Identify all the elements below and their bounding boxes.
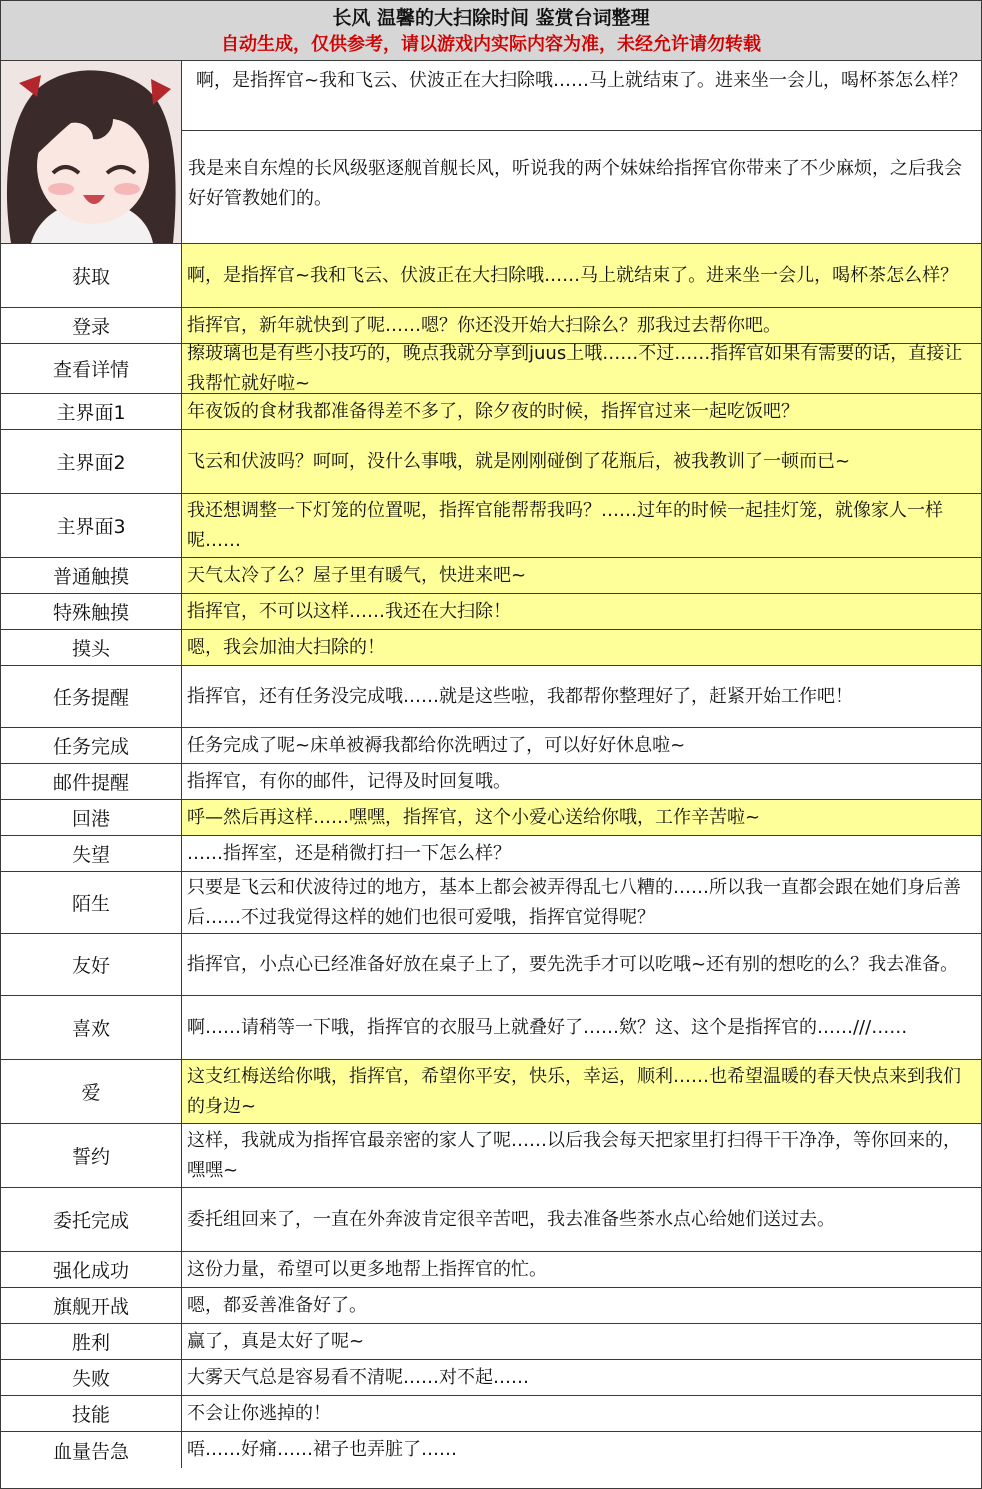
character-portrait bbox=[1, 61, 182, 243]
row-dialogue bbox=[182, 1360, 981, 1395]
dialogue-text: 年夜饭的食材我都准备得差不多了，除夕夜的时候，指挥官过来一起吃饭吧？ bbox=[187, 400, 799, 422]
dialogue-text: 擦玻璃也是有些小技巧的，晚点我就分享到juus上哦……不过……指挥官如果有需要的话，直接让我帮忙就好啦~ bbox=[187, 342, 963, 394]
table-row bbox=[1, 872, 981, 934]
table-row bbox=[1, 1188, 981, 1252]
disclaimer: 自动生成，仅供参考，请以游戏内实际内容为准，未经允许请勿转载 bbox=[221, 34, 761, 55]
table-row bbox=[1, 1432, 981, 1468]
table-row bbox=[1, 764, 981, 800]
dialogue-text: 指挥官，还有任务没完成哦……就是这些啦，我都帮你整理好了，赶紧开始工作吧！ bbox=[187, 685, 853, 707]
dialogue-text: 不会让你逃掉的！ bbox=[187, 1402, 331, 1424]
table-row bbox=[1, 630, 981, 666]
table-row bbox=[1, 344, 981, 394]
row-dialogue bbox=[182, 1188, 981, 1251]
row-dialogue bbox=[182, 494, 981, 557]
row-dialogue bbox=[182, 996, 981, 1059]
row-dialogue bbox=[182, 1324, 981, 1359]
intro-line-1: 啊，是指挥官~我和飞云、伏波正在大扫除哦……马上就结束了。进来坐一会儿，喝杯茶怎么样？ bbox=[182, 61, 981, 131]
row-dialogue bbox=[182, 1288, 981, 1323]
row-label: 特殊触摸 bbox=[1, 594, 182, 629]
table-row bbox=[1, 996, 981, 1060]
row-label: 誓约 bbox=[1, 1124, 182, 1187]
table-row bbox=[1, 800, 981, 836]
dialogue-text: 赢了，真是太好了呢~ bbox=[187, 1330, 365, 1352]
intro-line-2: 我是来自东煌的长风级驱逐舰首舰长风，听说我的两个妹妹给指挥官你带来了不少麻烦，之后我会好好管教她们的。 bbox=[188, 158, 962, 209]
table-row bbox=[1, 1252, 981, 1288]
row-dialogue bbox=[182, 728, 981, 763]
row-label: 主界面2 bbox=[1, 430, 182, 493]
table-header bbox=[1, 1, 981, 61]
row-label: 登录 bbox=[1, 308, 182, 343]
dialogue-text: 呼—然后再这样……嘿嘿，指挥官，这个小爱心送给你哦，工作辛苦啦~ bbox=[187, 806, 761, 828]
dialogue-text: 这份力量，希望可以更多地帮上指挥官的忙。 bbox=[187, 1258, 547, 1280]
dialogue-text: 啊……请稍等一下哦，指挥官的衣服马上就叠好了……欸？这、这个是指挥官的……///…… bbox=[187, 1016, 908, 1038]
row-label: 陌生 bbox=[1, 872, 182, 933]
row-label: 获取 bbox=[1, 244, 182, 307]
row-dialogue bbox=[182, 344, 981, 393]
table-row bbox=[1, 594, 981, 630]
row-dialogue bbox=[182, 836, 981, 871]
row-dialogue bbox=[182, 934, 981, 995]
row-dialogue bbox=[182, 394, 981, 429]
intro-block bbox=[1, 61, 981, 244]
row-label: 回港 bbox=[1, 800, 182, 835]
row-label: 摸头 bbox=[1, 630, 182, 665]
dialogue-text: 委托组回来了，一直在外奔波肯定很辛苦吧，我去准备些茶水点心给她们送过去。 bbox=[187, 1208, 835, 1230]
table-row bbox=[1, 394, 981, 430]
row-label: 主界面3 bbox=[1, 494, 182, 557]
row-dialogue bbox=[182, 1060, 981, 1123]
row-dialogue bbox=[182, 872, 981, 933]
dialogue-text: 只要是飞云和伏波待过的地方，基本上都会被弄得乱七八糟的……所以我一直都会跟在她们身后善后……不过我觉得这样的她们也很可爱哦，指挥官觉得呢？ bbox=[187, 876, 961, 928]
table-row bbox=[1, 244, 981, 308]
dialogue-text: 嗯，我会加油大扫除的！ bbox=[187, 636, 385, 658]
row-dialogue bbox=[182, 1124, 981, 1187]
table-row bbox=[1, 836, 981, 872]
row-dialogue bbox=[182, 558, 981, 593]
row-label: 委托完成 bbox=[1, 1188, 182, 1251]
row-label: 友好 bbox=[1, 934, 182, 995]
row-dialogue bbox=[182, 800, 981, 835]
table-row bbox=[1, 494, 981, 558]
row-label: 旗舰开战 bbox=[1, 1288, 182, 1323]
row-label: 普通触摸 bbox=[1, 558, 182, 593]
voice-line-rows bbox=[1, 244, 981, 1468]
table-row bbox=[1, 1360, 981, 1396]
dialogue-text: 啊，是指挥官~我和飞云、伏波正在大扫除哦……马上就结束了。进来坐一会儿，喝杯茶怎么样？ bbox=[187, 264, 959, 286]
row-label: 失望 bbox=[1, 836, 182, 871]
table-row bbox=[1, 1288, 981, 1324]
table-row bbox=[1, 558, 981, 594]
table-row bbox=[1, 1396, 981, 1432]
table-row bbox=[1, 728, 981, 764]
dialogue-text: 嗯，都妥善准备好了。 bbox=[187, 1294, 367, 1316]
row-dialogue bbox=[182, 666, 981, 727]
portrait-illustration bbox=[1, 61, 181, 243]
row-dialogue bbox=[182, 1432, 981, 1468]
dialogue-text: 指挥官，小点心已经准备好放在桌子上了，要先洗手才可以吃哦~还有别的想吃的么？我去准备。 bbox=[187, 953, 959, 975]
row-label: 任务提醒 bbox=[1, 666, 182, 727]
row-dialogue bbox=[182, 594, 981, 629]
dialogue-text: 这样，我就成为指挥官最亲密的家人了呢……以后我会每天把家里打扫得干干净净，等你回来的，嘿嘿~ bbox=[187, 1129, 961, 1181]
table-row bbox=[1, 1324, 981, 1360]
dialogue-text: 指挥官，有你的邮件，记得及时回复哦。 bbox=[187, 770, 511, 792]
table-row bbox=[1, 430, 981, 494]
dialogue-text: 唔……好痛……裙子也弄脏了…… bbox=[187, 1439, 457, 1460]
table-row bbox=[1, 934, 981, 996]
row-dialogue bbox=[182, 1396, 981, 1431]
row-label: 主界面1 bbox=[1, 394, 182, 429]
dialogue-text: ……指挥室，还是稍微打扫一下怎么样？ bbox=[187, 842, 511, 864]
dialogue-text: 指挥官，新年就快到了呢……嗯？你还没开始大扫除么？那我过去帮你吧。 bbox=[187, 314, 781, 336]
table-row bbox=[1, 1124, 981, 1188]
page-title: 长风 温馨的大扫除时间 鉴赏台词整理 bbox=[332, 7, 650, 29]
row-dialogue bbox=[182, 1252, 981, 1287]
dialogue-text: 这支红梅送给你哦，指挥官，希望你平安，快乐，幸运，顺利……也希望温暖的春天快点来到我们的身边~ bbox=[187, 1065, 961, 1117]
dialogue-text: 大雾天气总是容易看不清呢……对不起…… bbox=[187, 1366, 529, 1388]
row-dialogue bbox=[182, 764, 981, 799]
row-label: 血量告急 bbox=[1, 1432, 182, 1468]
row-label: 胜利 bbox=[1, 1324, 182, 1359]
row-dialogue bbox=[182, 430, 981, 493]
row-label: 任务完成 bbox=[1, 728, 182, 763]
dialogue-text: 飞云和伏波吗？呵呵，没什么事哦，就是刚刚碰倒了花瓶后，被我教训了一顿而已~ bbox=[187, 450, 851, 472]
row-label: 失败 bbox=[1, 1360, 182, 1395]
row-label: 邮件提醒 bbox=[1, 764, 182, 799]
row-label: 强化成功 bbox=[1, 1252, 182, 1287]
row-dialogue bbox=[182, 630, 981, 665]
dialogue-text: 我还想调整一下灯笼的位置呢，指挥官能帮帮我吗？……过年的时候一起挂灯笼，就像家人一样呢…… bbox=[187, 499, 943, 551]
row-label: 喜欢 bbox=[1, 996, 182, 1059]
row-label: 技能 bbox=[1, 1396, 182, 1431]
row-label: 爱 bbox=[1, 1060, 182, 1123]
row-label: 查看详情 bbox=[1, 344, 182, 393]
dialogue-text: 指挥官，不可以这样……我还在大扫除！ bbox=[187, 600, 511, 622]
dialogue-text: 任务完成了呢~床单被褥我都给你洗晒过了，可以好好休息啦~ bbox=[187, 734, 686, 756]
intro-text-column bbox=[182, 61, 981, 243]
dialogue-text: 天气太冷了么？屋子里有暖气，快进来吧~ bbox=[187, 564, 527, 586]
table-row bbox=[1, 666, 981, 728]
row-dialogue bbox=[182, 244, 981, 307]
table-row bbox=[1, 1060, 981, 1124]
